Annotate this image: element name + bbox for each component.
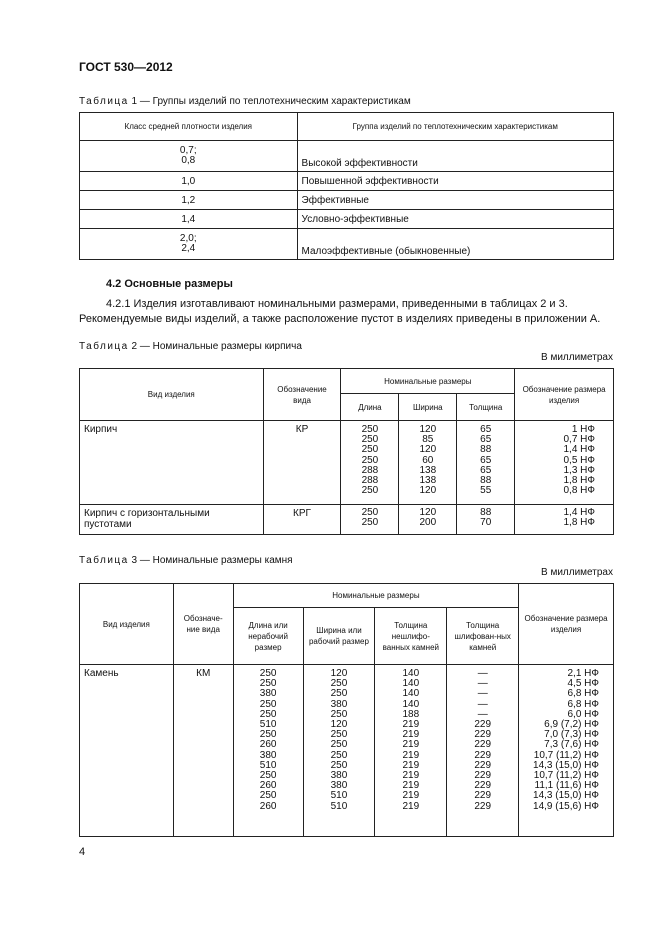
table1-header-group: Группа изделий по теплотехническим характеристикам: [297, 113, 613, 141]
section-heading: 4.2 Основные размеры: [106, 278, 233, 290]
table1-group-cell: Высокой эффективности: [297, 141, 613, 172]
table1-density-cell: 1,4: [80, 210, 298, 229]
table1-row: [80, 141, 614, 172]
table3-header-type: Вид изделия: [80, 584, 174, 665]
table2-length-cell: 250 250: [341, 505, 399, 535]
table3-header-width: Ширина или рабочий размер: [303, 608, 375, 665]
table2-header-width: Ширина: [399, 394, 457, 421]
table3-header-thickness-unground: Толщина нешлифо-ванных камней: [375, 608, 447, 665]
table2-width-cell: 120 200: [399, 505, 457, 535]
table1-header-density: Класс средней плотности изделия: [80, 113, 298, 141]
table2-row: [80, 421, 614, 505]
table3-designation-cell: КМ: [173, 665, 233, 837]
table3-header-size-designation: Обозначение размера изделия: [519, 584, 614, 665]
table2-header-nominal: Номинальные размеры: [341, 369, 515, 394]
table3-caption: [79, 555, 293, 566]
table3-caption-text: 3 — Номинальные размеры камня: [128, 555, 293, 566]
table1-group-cell: Повышенной эффективности: [297, 172, 613, 191]
table1-caption: [79, 96, 411, 107]
standard-header: ГОСТ 530—2012: [79, 60, 173, 74]
table2-caption-word: Таблица: [79, 341, 129, 352]
table2-width-cell: 120 85 120 60 138 138 120: [399, 421, 457, 505]
table1-row: [80, 172, 614, 191]
table1-group-cell: Эффективные: [297, 191, 613, 210]
table1-row: [80, 191, 614, 210]
table2-header-designation: Обозначение вида: [263, 369, 341, 421]
table1-density-cell: 1,0: [80, 172, 298, 191]
table2-caption: [79, 341, 302, 352]
table1-row: [80, 210, 614, 229]
table2-length-cell: 250 250 250 250 288 288 250: [341, 421, 399, 505]
table1-caption-word: Таблица: [79, 96, 129, 107]
table3-width-cell: 120 250 250 380 250 120 250 250 250 250 380 380 510 510: [303, 665, 375, 837]
table2-header-size-designation: Обозначение размера изделия: [515, 369, 614, 421]
table3-header-length: Длина или нерабочий размер: [233, 608, 303, 665]
table3-header-thickness-ground: Толщина шлифован-ных камней: [447, 608, 519, 665]
page-number: 4: [79, 846, 86, 858]
table2-thickness-cell: 65 65 88 65 65 88 55: [457, 421, 515, 505]
table2-type-cell: Кирпич: [80, 421, 264, 505]
table1-group-cell: Условно-эффективные: [297, 210, 613, 229]
table2-size-cell: 1 НФ 0,7 НФ 1,4 НФ 0,5 НФ 1,3 НФ 1,8 НФ 0,8 НФ: [515, 421, 614, 505]
table3-thickness-unground-cell: 140 140 140 140 188 219 219 219 219 219 219 219 219 219: [375, 665, 447, 837]
table2-designation-cell: КР: [263, 421, 341, 505]
section-paragraph: 4.2.1 Изделия изготавливают номинальными размерами, приведенными в таблицах 2 и 3. Рекомендуемые виды изделий, а также расположение пустот в изделиях приведены в приложении А.: [79, 298, 601, 325]
table3-header-designation: Обозначе-ние вида: [173, 584, 233, 665]
table2-type-cell: Кирпич с горизонтальными пустотами: [80, 505, 264, 535]
table3-type-cell: Камень: [80, 665, 174, 837]
table3-thickness-ground-cell: — — — — — 229 229 229 229 229 229 229 229 229: [447, 665, 519, 837]
table3-row: [80, 665, 614, 837]
table1-group-cell: Малоэффективные (обыкновенные): [297, 229, 613, 260]
table1-row: [80, 229, 614, 260]
table2-thickness-cell: 88 70: [457, 505, 515, 535]
table1-density-cell: 0,7; 0,8: [80, 141, 298, 172]
table3: [79, 583, 614, 837]
table3-header-nominal: Номинальные размеры: [233, 584, 518, 608]
table1-density-cell: 1,2: [80, 191, 298, 210]
table2-size-cell: 1,4 НФ 1,8 НФ: [515, 505, 614, 535]
table3-size-cell: 2,1 НФ 4,5 НФ 6,8 НФ 6,8 НФ 6,0 НФ 6,9 (7,2) НФ 7,0 (7,3) НФ 7,3 (7,6) НФ 10,7 (11,2) НФ 14,3 (15,0) НФ 10,7 (11,2) НФ 11,1 (11,6) НФ 14,3 (15,0) НФ 14,9 (15,6) НФ: [519, 665, 614, 837]
table2-caption-text: 2 — Номинальные размеры кирпича: [128, 341, 302, 352]
table3-units: В миллиметрах: [541, 567, 613, 578]
table2-row: [80, 505, 614, 535]
table2: [79, 368, 614, 535]
table2-header-length: Длина: [341, 394, 399, 421]
table2-designation-cell: КРГ: [263, 505, 341, 535]
table2-units: В миллиметрах: [541, 352, 613, 363]
table2-header-thickness: Толщина: [457, 394, 515, 421]
table1: [79, 112, 614, 260]
table1-density-cell: 2,0; 2,4: [80, 229, 298, 260]
table2-header-type: Вид изделия: [80, 369, 264, 421]
table3-length-cell: 250 250 380 250 250 510 250 260 380 510 250 260 250 260: [233, 665, 303, 837]
table1-caption-text: 1 — Группы изделий по теплотехническим характеристикам: [128, 96, 411, 107]
table3-caption-word: Таблица: [79, 555, 129, 566]
